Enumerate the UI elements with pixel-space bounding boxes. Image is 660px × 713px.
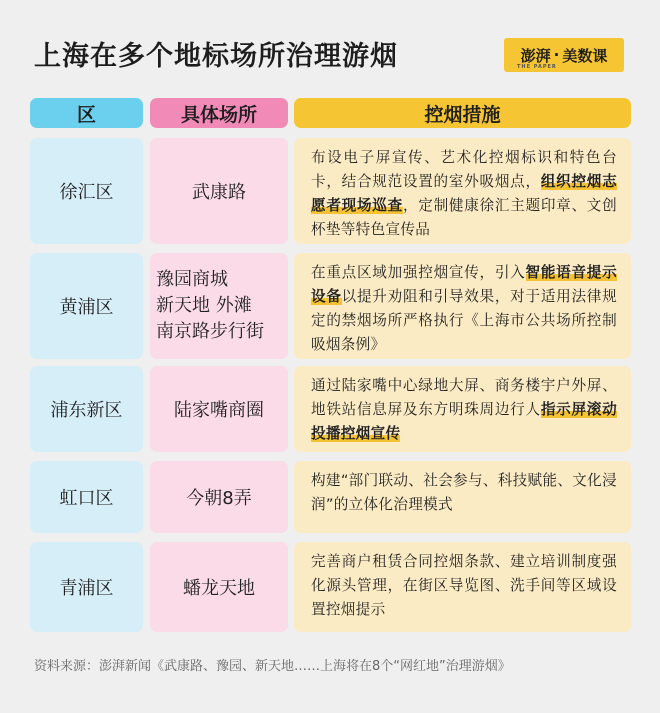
place-cell: 陆家嘴商圈: [150, 366, 288, 452]
brand-logo: [504, 38, 624, 72]
measure-cell: [294, 253, 631, 359]
district-cell: 浦东新区: [30, 366, 143, 452]
district-cell: 虹口区: [30, 461, 143, 533]
place-cell: 今朝8弄: [150, 461, 288, 533]
place-line-3: 南京路步行街: [156, 321, 264, 342]
header-measure: 控烟措施: [294, 98, 631, 128]
measure-text: 以提升劝阻和引导效果，对于适用法律规定的禁烟场所严格执行《上海市公共场所控制吸烟条例》: [311, 288, 618, 353]
brand-name: 澎湃: [520, 46, 551, 65]
measure-text: 完善商户租赁合同控烟条款、建立培训制度强化源头管理，在街区导览图、洗手间等区域设置控烟提示: [311, 553, 617, 618]
place-line-2: 新天地 外滩: [156, 295, 252, 316]
measure-highlight: 指示屏滚动投播控烟宣传: [311, 401, 617, 442]
measure-text: 在重点区域加强控烟宣传，引入: [311, 264, 526, 281]
place-cell: 武康路: [150, 138, 288, 244]
header-district: 区: [30, 98, 143, 128]
page-title: 上海在多个地标场所治理游烟: [34, 41, 398, 72]
measure-cell: [294, 542, 631, 632]
measure-text: 通过陆家嘴中心绿地大屏、商务楼宇户外屏、地铁站信息屏及东方明珠周边行人: [311, 377, 617, 418]
district-cell: 青浦区: [30, 542, 143, 632]
place-line: [156, 267, 264, 345]
place-line-1: 豫园商城: [156, 269, 228, 290]
place-cell: [150, 253, 288, 359]
measure-cell: [294, 138, 631, 244]
header-place: 具体场所: [150, 98, 288, 128]
district-cell: 徐汇区: [30, 138, 143, 244]
measure-cell: [294, 461, 631, 533]
measure-text: 布设电子屏宣传、艺术化控烟标识和特色台卡，结合规范设置的室外吸烟点，: [311, 149, 617, 190]
source-note: 资料来源：澎湃新闻《武康路、豫园、新天地……上海将在8个“网红地”治理游烟》: [34, 659, 511, 674]
measure-cell: [294, 366, 631, 452]
measure-text: 构建“部门联动、社会参与、科技赋能、文化浸润”的立体化治理模式: [311, 472, 617, 513]
brand-subtitle: THE PAPER: [517, 64, 557, 70]
district-cell: 黄浦区: [30, 253, 143, 359]
place-cell: 蟠龙天地: [150, 542, 288, 632]
brand-separator: ·: [553, 46, 560, 64]
measure-text: ，定制健康徐汇主题印章、文创杯垫等特色宣传品: [311, 197, 617, 238]
brand-column: 美数课: [562, 46, 608, 65]
measure-highlight: 智能语音提示设备: [311, 264, 617, 305]
measure-highlight: 组织控烟志愿者现场巡查: [311, 173, 617, 214]
